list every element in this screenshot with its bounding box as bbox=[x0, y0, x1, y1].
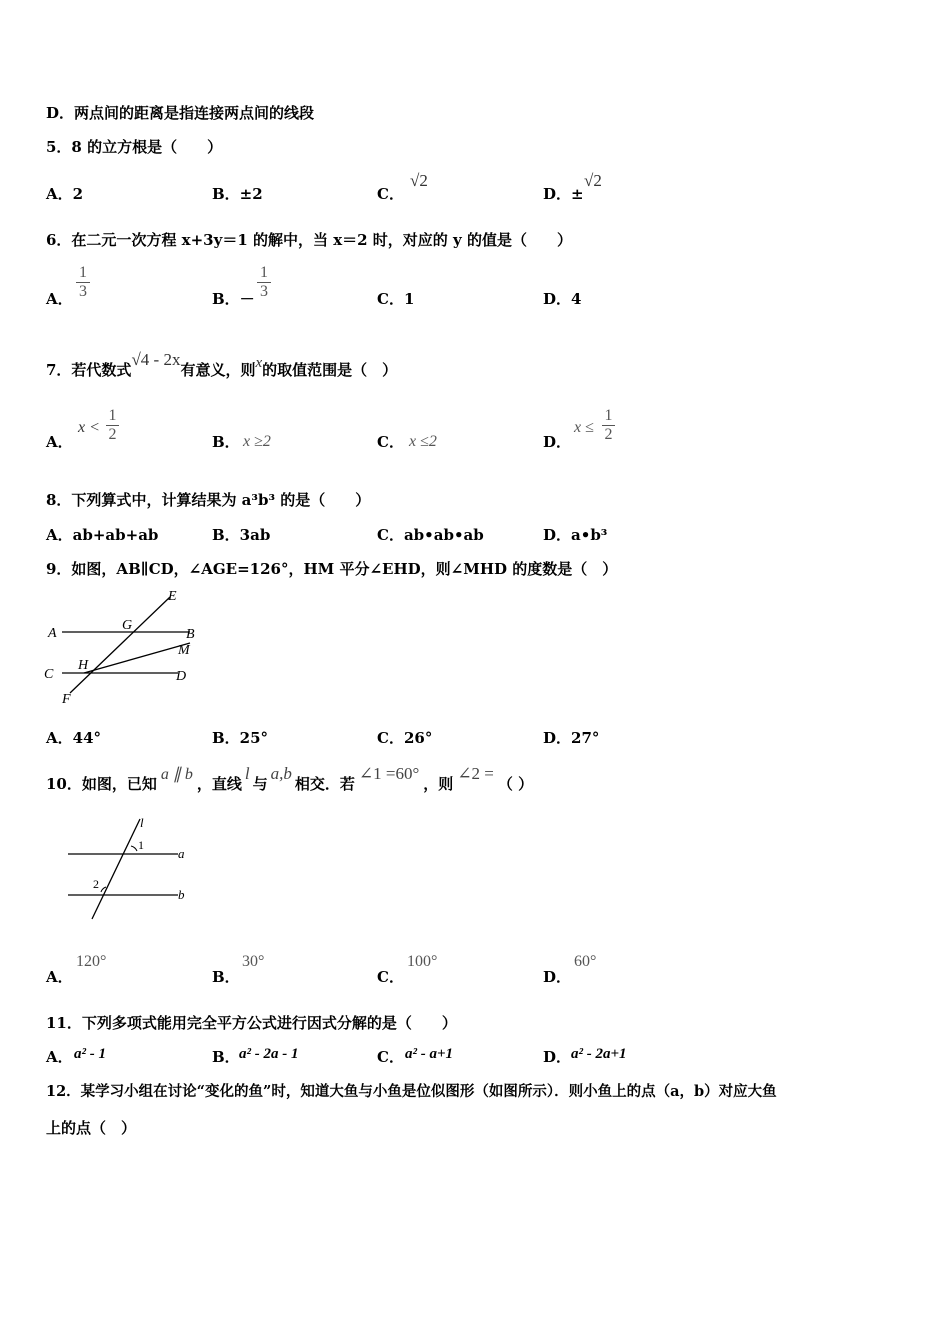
q10-option-a-val: 120° bbox=[76, 953, 107, 970]
q10-stem-e: ，则 bbox=[423, 775, 454, 793]
q6-option-a: A． bbox=[46, 290, 73, 308]
q10-expr-angle2: ∠2 = bbox=[457, 764, 494, 783]
q7-option-d-x: x ≤ bbox=[574, 419, 594, 436]
q11-option-d-expr: a² - 2a+1 bbox=[571, 1046, 627, 1062]
q5-option-b: B．±2 bbox=[212, 185, 263, 203]
q11-option-d: D． bbox=[543, 1048, 572, 1066]
q7-option-b: B． bbox=[212, 433, 240, 451]
q7-option-a: A． bbox=[46, 433, 73, 451]
q6-b-den: 3 bbox=[260, 283, 268, 300]
q7-option-a-x: x < bbox=[78, 419, 100, 436]
q9-figure bbox=[40, 585, 210, 710]
q6-option-a-fraction bbox=[76, 264, 90, 301]
q10-stem bbox=[46, 764, 534, 794]
q10-expr-l: l bbox=[244, 764, 250, 783]
q7-d-num: 1 bbox=[604, 407, 613, 424]
q10-stem-c: 与 bbox=[252, 775, 268, 793]
q7-option-d: D． bbox=[543, 433, 572, 451]
label-d: D bbox=[176, 669, 187, 684]
q9-option-c: C．26° bbox=[377, 729, 433, 747]
q6-a-den: 3 bbox=[79, 283, 87, 300]
q7-a-num: 1 bbox=[108, 407, 117, 424]
line-l bbox=[92, 819, 140, 919]
q6-option-c: C．1 bbox=[377, 290, 415, 308]
q10-option-b-val: 30° bbox=[242, 953, 265, 970]
label-h: H bbox=[78, 658, 89, 673]
q10-option-a: A． bbox=[46, 968, 73, 986]
q7-stem-a: 7．若代数式 bbox=[46, 361, 132, 379]
q12-stem-line1: 12．某学习小组在讨论“变化的鱼”时，知道大鱼与小鱼是位似图形（如图所示）．则小鱼上的点（a，b）对应大鱼 bbox=[46, 1083, 777, 1100]
q6-option-b: B．－ bbox=[212, 290, 255, 308]
q10-expr-angle1: ∠1 =60° bbox=[358, 764, 420, 783]
q11-option-b: B． bbox=[212, 1048, 240, 1066]
ray-hm bbox=[84, 643, 190, 673]
q7-var: x bbox=[255, 355, 263, 371]
line-ef bbox=[70, 597, 170, 693]
label-b: b bbox=[178, 887, 185, 902]
q8-option-a: A．ab+ab+ab bbox=[46, 526, 159, 544]
q5-option-c-expr: √2 bbox=[410, 171, 428, 190]
angle-1-arc bbox=[131, 846, 137, 851]
label-angle-1: 1 bbox=[138, 838, 144, 852]
q9-stem: 9．如图，AB∥CD，∠AGE=126°，HM 平分∠EHD，则∠MHD 的度数是（ ） bbox=[46, 560, 618, 578]
label-f: F bbox=[62, 692, 71, 707]
q8-option-c: C．ab•ab•ab bbox=[377, 526, 484, 544]
q11-option-a-expr: a² - 1 bbox=[74, 1046, 106, 1062]
label-c: C bbox=[44, 667, 54, 682]
q7-stem bbox=[46, 350, 398, 380]
label-a: a bbox=[178, 846, 185, 861]
label-e: E bbox=[168, 589, 177, 604]
q4-option-d: D．两点间的距离是指连接两点间的线段 bbox=[46, 104, 315, 122]
q5-stem: 5．8 的立方根是（ ） bbox=[46, 138, 223, 156]
q11-stem: 11．下列多项式能用完全平方公式进行因式分解的是（ ） bbox=[46, 1014, 457, 1032]
q10-expr-ab: a,b bbox=[270, 764, 292, 783]
q9-option-b: B．25° bbox=[212, 729, 269, 747]
q6-a-num: 1 bbox=[79, 264, 87, 281]
q10-option-c-val: 100° bbox=[407, 953, 438, 970]
q10-stem-b: ，直线 bbox=[196, 775, 242, 793]
label-m: M bbox=[178, 643, 190, 658]
q7-option-a-fraction bbox=[106, 407, 119, 444]
q10-option-d: D． bbox=[543, 968, 572, 986]
q8-option-d: D．a•b³ bbox=[543, 526, 608, 544]
q6-b-num: 1 bbox=[260, 264, 268, 281]
q5-option-d-expr: √2 bbox=[584, 171, 602, 190]
q8-option-b: B．3ab bbox=[212, 526, 271, 544]
q5-option-c: C． bbox=[377, 185, 404, 203]
label-l: l bbox=[140, 815, 144, 830]
q11-option-c-expr: a² - a+1 bbox=[405, 1046, 454, 1062]
label-g: G bbox=[122, 618, 133, 633]
q7-option-c: C． bbox=[377, 433, 404, 451]
q9-option-a: A．44° bbox=[46, 729, 102, 747]
q7-d-den: 2 bbox=[604, 426, 613, 443]
q9-option-d: D．27° bbox=[543, 729, 600, 747]
q10-stem-d: 相交．若 bbox=[294, 775, 355, 793]
label-b: B bbox=[186, 627, 195, 642]
q10-option-b: B． bbox=[212, 968, 240, 986]
q10-stem-a: 10．如图，已知 bbox=[46, 775, 157, 793]
q5-option-d: D．± bbox=[543, 185, 584, 203]
q6-option-d: D．4 bbox=[543, 290, 582, 308]
q7-stem-c: 的取值范围是（ ） bbox=[262, 361, 398, 379]
q10-option-d-val: 60° bbox=[574, 953, 597, 970]
q10-stem-f: （ ） bbox=[497, 775, 534, 793]
q7-option-d-fraction bbox=[602, 407, 615, 444]
q10-option-c: C． bbox=[377, 968, 404, 986]
q11-option-b-expr: a² - 2a - 1 bbox=[239, 1046, 299, 1062]
q7-a-den: 2 bbox=[108, 426, 117, 443]
label-angle-2: 2 bbox=[93, 877, 99, 891]
q7-option-c-expr: x ≤2 bbox=[409, 433, 437, 450]
q7-radical-expr: √4 - 2x bbox=[131, 350, 181, 369]
q5-option-a: A．2 bbox=[46, 185, 84, 203]
q11-option-a: A． bbox=[46, 1048, 73, 1066]
q11-option-c: C． bbox=[377, 1048, 404, 1066]
q7-stem-b: 有意义，则 bbox=[180, 361, 256, 379]
q7-option-b-expr: x ≥2 bbox=[243, 433, 271, 450]
label-a: A bbox=[48, 626, 57, 641]
q12-stem-line2: 上的点（ ） bbox=[46, 1119, 137, 1137]
q10-figure bbox=[60, 815, 200, 925]
q8-stem: 8．下列算式中，计算结果为 a³b³ 的是（ ） bbox=[46, 491, 371, 509]
q6-option-b-fraction bbox=[257, 264, 271, 301]
q6-stem: 6．在二元一次方程 x+3y＝1 的解中，当 x＝2 时，对应的 y 的值是（ ） bbox=[46, 231, 572, 249]
q10-expr-parallel: a ∥ b bbox=[160, 766, 193, 783]
